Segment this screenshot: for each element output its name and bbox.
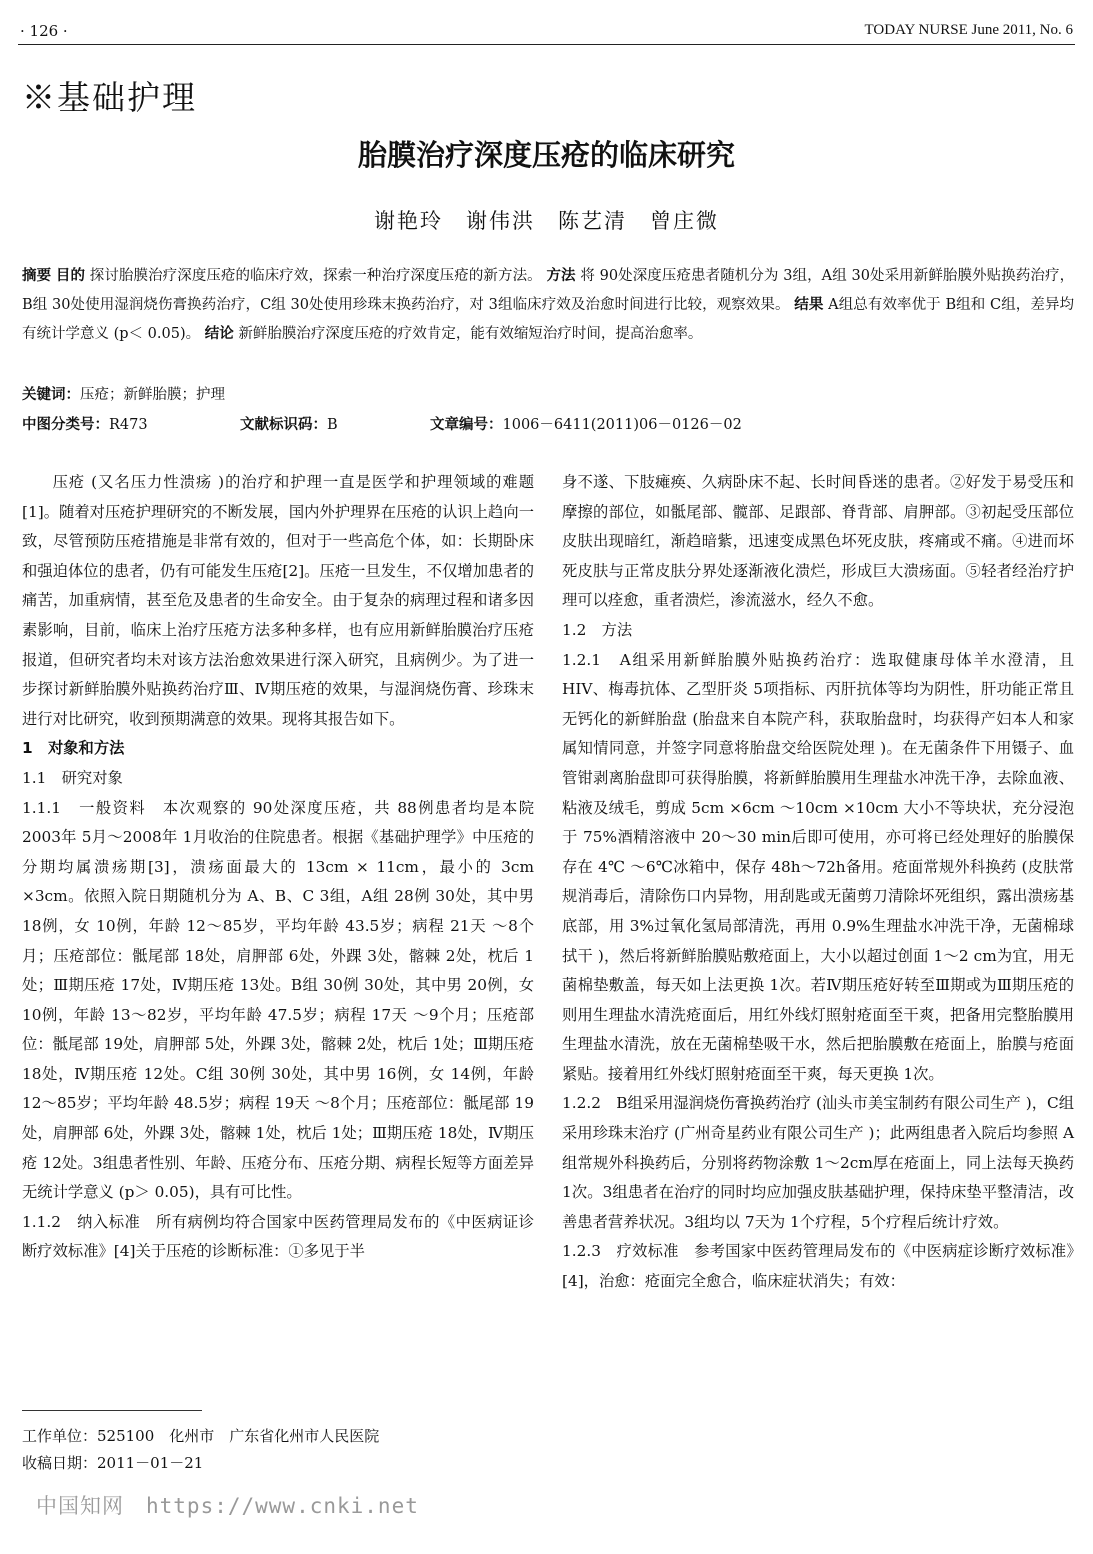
- intro-paragraph: 压疮 (又名压力性溃疡 )的治疗和护理一直是医学和护理领域的难题[1]。随着对压疮护理研究的不断发展，国内外护理界在压疮的认识上趋向一致，尽管预防压疮措施是非常有效的，但对于一些高危个体，如：长期卧床和强迫体位的患者，仍有可能发生压疮[2]。压疮一旦发生，不仅增加患者的痛苦，加重病情，甚至危及患者的生命安全。由于复杂的病理过程和诸多因素影响，目前，临床上治疗压疮方法多种多样，也有应用新鲜胎膜治疗压疮报道，但研究者均未对该方法治愈效果进行深入研究，且病例少。为了进一步探讨新鲜胎膜外贴换药治疗Ⅲ、Ⅳ期压疮的效果，与湿润烧伤膏、珍珠末进行对比研究，收到预期满意的效果。现将其报告如下。: [22, 473, 534, 728]
- right-column: [562, 468, 1074, 1297]
- article-number-value: 1006－6411(2011)06－0126－02: [502, 417, 742, 433]
- abstract-label: 摘要: [22, 268, 52, 284]
- article-number-label: 文章编号：: [430, 417, 503, 433]
- subsection-heading: 1.1 研究对象: [22, 768, 123, 787]
- received-date: 收稿日期：2011－01－21: [22, 1454, 204, 1472]
- section-heading: 1 对象和方法: [22, 739, 125, 758]
- aim-text: 探讨胎膜治疗深度压疮的临床疗效，探索一种治疗深度压疮的新方法。: [89, 268, 542, 284]
- keywords-label: 关键词：: [22, 387, 80, 403]
- keywords-text: 压疮；新鲜胎膜；护理: [80, 387, 225, 403]
- affiliation: 工作单位：525100 化州市 广东省化州市人民医院: [22, 1427, 380, 1445]
- result-label: 结果: [794, 297, 824, 313]
- doc-code-label: 文献标识码：: [240, 417, 327, 433]
- journal-header: TODAY NURSE June 2011, No. 6: [864, 22, 1073, 38]
- header-rule: [18, 44, 1075, 45]
- watermark: 中国知网 https://www.cnki.net: [36, 1494, 419, 1518]
- paragraph-efficacy-criteria: 1.2.3 疗效标准 参考国家中医药管理局发布的《中医病症诊断疗效标准》[4]，治愈：疮面完全愈合，临床症状消失；有效：: [562, 1242, 1074, 1291]
- keywords: [22, 383, 225, 404]
- section-label: ※基础护理: [22, 78, 197, 117]
- paragraph-general-data: 1.1.1 一般资料 本次观察的 90处深度压疮，共 88例患者均是本院 2003年 5月～2008年 1月收治的住院患者。根据《基础护理学》中压疮的分期均属溃疡期[3]，溃疡面最大的 13cm × 11cm，最小的 3cm ×3cm。依照入院日期随机分为 A、B、C 3组，A组 28例 30处，其中男 18例，女 10例，年龄 12～85岁，平均年龄 43.5岁；病程 21天 ～8个月；压疮部位：骶尾部 18处，肩胛部 6处，外踝 3处，髂棘 2处，枕后 1处；Ⅲ期压疮 17处，Ⅳ期压疮 13处。B组 30例 30处，其中男 20例，女 10例，年龄 13～82岁，平均年龄 47.5岁；病程 17天 ～9个月；压疮部位：骶尾部 19处，肩胛部 5处，外踝 3处，髂棘 2处，枕后 1处；Ⅲ期压疮 18处，Ⅳ期压疮 12处。C组 30例 30处，其中男 16例，女 14例，年龄 12～85岁；平均年龄 48.5岁；病程 19天 ～8个月；压疮部位：骶尾部 19处，肩胛部 6处，外踝 3处，髂棘 1处，枕后 1处；Ⅲ期压疮 18处，Ⅳ期压疮 12处。3组患者性别、年龄、压疮分布、压疮分期、病程长短等方面差异无统计学意义 (p＞ 0.05)，具有可比性。: [22, 798, 534, 1202]
- abstract: [22, 262, 1074, 349]
- clc-value: R473: [109, 417, 148, 433]
- result-text: A组总有效率优于 B组和 C组，差异均有统计学意义 (p＜ 0.05)。: [22, 297, 1075, 342]
- paragraph-group-bc: 1.2.2 B组采用湿润烧伤膏换药治疗 (汕头市美宝制药有限公司生产 )，C组采用珍珠末治疗 (广州奇星药业有限公司生产 )；此两组患者入院后均参照 A组常规外科换药后，分别将药物涂敷 1～2cm厚在疮面上，同上法每天换药 1次。3组患者在治疗的同时均应加强皮肤基础护理，保持床垫平整清洁，改善患者营养状况。3组均以 7天为 1个疗程，5个疗程后统计疗效。: [562, 1094, 1074, 1231]
- clc-label: 中图分类号：: [22, 417, 109, 433]
- aim-label: 目的: [55, 268, 86, 284]
- authors: 谢艳玲 谢伟洪 陈艺清 曾庄微: [374, 209, 719, 233]
- method-label: 方法: [546, 268, 576, 284]
- paragraph-criteria-continued: 身不遂、下肢瘫痪、久病卧床不起、长时间昏迷的患者。②好发于易受压和摩擦的部位，如骶尾部、髋部、足跟部、脊背部、肩胛部。③初起受压部位皮肤出现暗红，渐趋暗紫，迅速变成黑色坏死皮肤，疼痛或不痛。④进而坏死皮肤与正常皮肤分界处逐渐液化溃烂，形成巨大溃疡面。⑤轻者经治疗护理可以痊愈，重者溃烂，渗流滋水，经久不愈。: [562, 473, 1074, 610]
- conclusion-label: 结论: [204, 326, 234, 342]
- page-number: · 126 ·: [20, 22, 68, 40]
- footnote-rule: [22, 1410, 202, 1411]
- classification-line: [22, 413, 1074, 434]
- subsection-heading-methods: 1.2 方法: [562, 620, 633, 639]
- method-text: 将 90处深度压疮患者随机分为 3组，A组 30处采用新鲜胎膜外贴换药治疗，B组 30处使用湿润烧伤膏换药治疗，C组 30处使用珍珠末换药治疗，对 3组临床疗效及治愈时间进行比较，观察效果。: [22, 268, 1075, 313]
- paragraph-inclusion-criteria: 1.1.2 纳入标准 所有病例均符合国家中医药管理局发布的《中医病证诊断疗效标准》[4]关于压疮的诊断标准：①多见于半: [22, 1212, 534, 1261]
- paragraph-group-a: 1.2.1 A组采用新鲜胎膜外贴换药治疗：选取健康母体羊水澄清，且 HIV、梅毒抗体、乙型肝炎 5项指标、丙肝抗体等均为阴性，肝功能正常且无钙化的新鲜胎盘 (胎盘来自本院产科，获取胎盘时，均获得产妇本人和家属知情同意，并签字同意将胎盘交给医院处理 )。在无菌条件下用镊子、血管钳剥离胎盘即可获得胎膜，将新鲜胎膜用生理盐水冲洗干净，去除血液、粘液及绒毛，剪成 5cm ×6cm ～10cm ×10cm 大小不等块状，充分浸泡于 75%酒精溶液中 20～30 min后即可使用，亦可将已经处理好的胎膜保存在 4℃ ～6℃冰箱中，保存 48h～72h备用。疮面常规外科换药 (皮肤常规消毒后，清除伤口内异物，用刮匙或无菌剪刀清除坏死组织，露出溃疡基底部，用 3%过氧化氢局部清洗，再用 0.9%生理盐水冲洗干净，无菌棉球拭干 )，然后将新鲜胎膜贴敷疮面上，大小以超过创面 1～2 cm为宜，用无菌棉垫敷盖，每天如上法更换 1次。若Ⅳ期压疮好转至Ⅲ期或为Ⅲ期压疮的则用生理盐水清洗疮面后，用红外线灯照射疮面至干爽，把备用完整胎膜用生理盐水清洗，放在无菌棉垫吸干水，然后把胎膜敷在疮面上，胎膜与疮面紧贴。接着用红外线灯照射疮面至干爽，每天更换 1次。: [562, 650, 1074, 1083]
- article-title: 胎膜治疗深度压疮的临床研究: [357, 138, 735, 172]
- conclusion-text: 新鲜胎膜治疗深度压疮的疗效肯定，能有效缩短治疗时间，提高治愈率。: [238, 326, 703, 342]
- left-column: [22, 468, 534, 1267]
- doc-code-value: B: [327, 417, 338, 433]
